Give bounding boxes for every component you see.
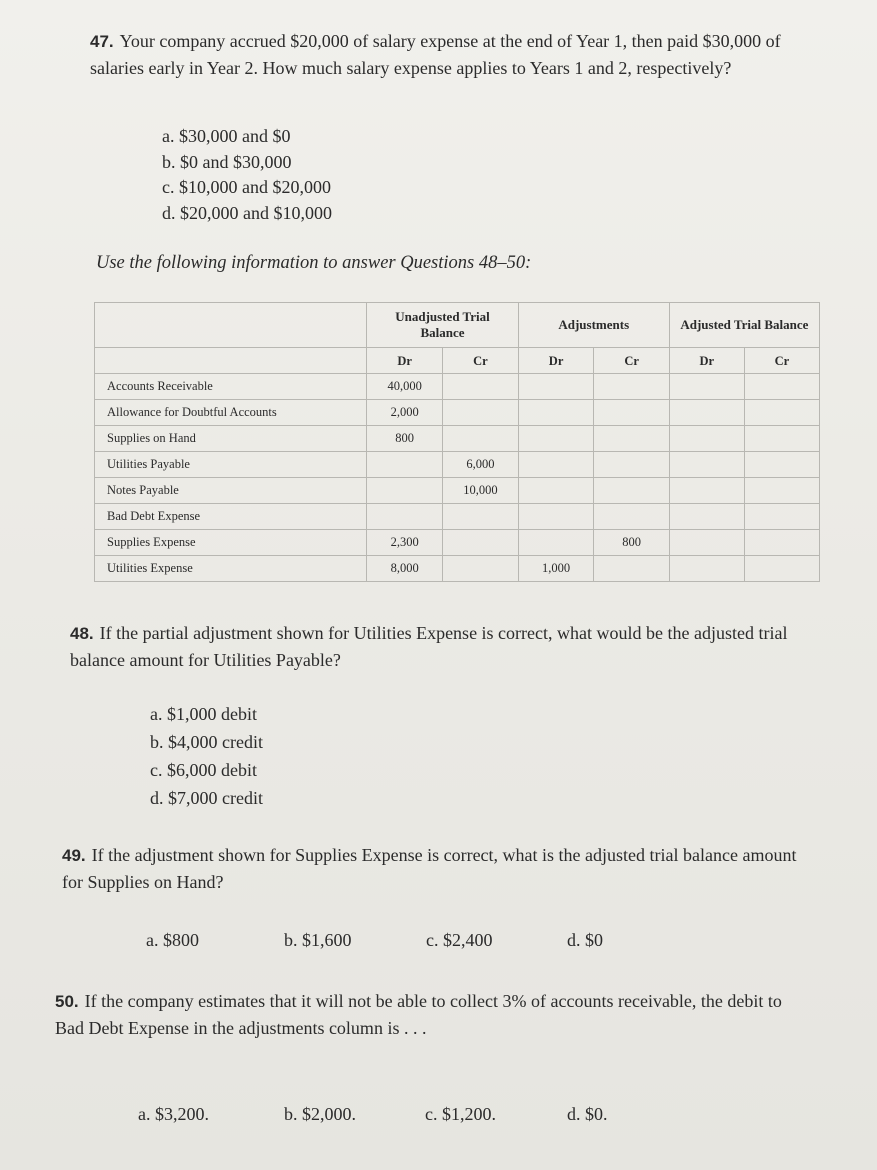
amount-cell	[443, 556, 519, 582]
table-row	[95, 530, 820, 556]
group-adjusted: Adjusted Trial Balance	[669, 303, 819, 348]
table-row	[95, 452, 820, 478]
option-d[interactable]: d. $20,000 and $10,000	[162, 202, 332, 223]
amount-cell	[744, 530, 819, 556]
question-stem: If the company estimates that it will not be able to collect 3% of accounts receivable, the debit to Bad Debt Expense in the adjustments column is . . .	[55, 991, 782, 1038]
amount-cell	[669, 374, 744, 400]
col-dr: Dr	[367, 348, 443, 374]
amount-cell: 800	[594, 530, 669, 556]
amount-cell	[594, 478, 669, 504]
table-row	[95, 478, 820, 504]
amount-cell	[367, 478, 443, 504]
option-a[interactable]: a. $800	[146, 930, 199, 950]
question-stem: If the partial adjustment shown for Utilities Expense is correct, what would be the adjusted trial balance amount for Utilities Payable?	[70, 623, 788, 670]
amount-cell	[669, 452, 744, 478]
amount-cell	[669, 504, 744, 530]
table-intro: Use the following information to answer Questions 48–50:	[96, 253, 532, 273]
trial-balance-table	[94, 302, 820, 582]
account-name: Supplies on Hand	[95, 426, 367, 452]
question-number: 50.	[55, 992, 79, 1011]
amount-cell	[518, 400, 594, 426]
amount-cell	[594, 504, 669, 530]
group-unadjusted: Unadjusted Trial Balance	[367, 303, 518, 348]
option-b[interactable]: b. $0 and $30,000	[162, 151, 292, 172]
option-b[interactable]: b. $2,000.	[284, 1104, 356, 1124]
amount-cell	[669, 478, 744, 504]
amount-cell	[744, 452, 819, 478]
option-d[interactable]: d. $7,000 credit	[150, 788, 263, 808]
amount-cell: 10,000	[443, 478, 519, 504]
amount-cell	[443, 530, 519, 556]
question-50-options	[0, 1104, 877, 1130]
amount-cell	[744, 374, 819, 400]
option-a[interactable]: a. $30,000 and $0	[162, 126, 291, 146]
amount-cell	[518, 452, 594, 478]
amount-cell	[518, 530, 594, 556]
amount-cell	[669, 530, 744, 556]
amount-cell	[443, 504, 519, 530]
table-row	[95, 400, 820, 426]
amount-cell: 2,300	[367, 530, 443, 556]
table-row	[95, 504, 820, 530]
table-row	[95, 374, 820, 400]
account-name: Allowance for Doubtful Accounts	[95, 400, 367, 426]
question-stem: Your company accrued $20,000 of salary expense at the end of Year 1, then paid $30,000 of salaries early in Year 2. How much salary expense applies to Years 1 and 2, respectively?	[90, 31, 781, 78]
header-blank	[95, 303, 367, 348]
amount-cell	[594, 374, 669, 400]
account-name: Utilities Payable	[95, 452, 367, 478]
header-blank	[95, 348, 367, 374]
option-b[interactable]: b. $4,000 credit	[150, 732, 263, 752]
option-d[interactable]: d. $0.	[567, 1104, 608, 1124]
option-c[interactable]: c. $6,000 debit	[150, 760, 257, 780]
amount-cell: 1,000	[518, 556, 594, 582]
amount-cell	[443, 426, 519, 452]
amount-cell	[669, 400, 744, 426]
amount-cell: 800	[367, 426, 443, 452]
amount-cell: 40,000	[367, 374, 443, 400]
amount-cell	[669, 426, 744, 452]
account-name: Supplies Expense	[95, 530, 367, 556]
account-name: Utilities Expense	[95, 556, 367, 582]
amount-cell	[594, 426, 669, 452]
option-a[interactable]: a. $3,200.	[138, 1104, 209, 1124]
option-c[interactable]: c. $1,200.	[425, 1104, 496, 1124]
amount-cell	[518, 504, 594, 530]
option-c[interactable]: c. $2,400	[426, 930, 493, 950]
question-stem: If the adjustment shown for Supplies Expense is correct, what is the adjusted trial balance amount for Supplies on Hand?	[62, 845, 797, 892]
amount-cell	[744, 556, 819, 582]
amount-cell	[518, 374, 594, 400]
group-adjustments: Adjustments	[518, 303, 669, 348]
option-c[interactable]: c. $10,000 and $20,000	[162, 177, 331, 197]
amount-cell: 2,000	[367, 400, 443, 426]
account-name: Bad Debt Expense	[95, 504, 367, 530]
col-dr: Dr	[518, 348, 594, 374]
question-49-options	[0, 930, 877, 956]
account-name: Notes Payable	[95, 478, 367, 504]
amount-cell: 6,000	[443, 452, 519, 478]
amount-cell	[518, 478, 594, 504]
amount-cell	[443, 374, 519, 400]
amount-cell	[443, 400, 519, 426]
amount-cell	[744, 504, 819, 530]
question-number: 47.	[90, 32, 114, 51]
col-dr: Dr	[669, 348, 744, 374]
amount-cell	[594, 556, 669, 582]
option-b[interactable]: b. $1,600	[284, 930, 352, 950]
amount-cell	[744, 426, 819, 452]
amount-cell	[669, 556, 744, 582]
question-47	[90, 28, 800, 82]
option-d[interactable]: d. $0	[567, 930, 603, 950]
question-49	[62, 842, 807, 896]
col-cr: Cr	[744, 348, 819, 374]
col-cr: Cr	[594, 348, 669, 374]
question-48-options	[150, 700, 263, 812]
option-a[interactable]: a. $1,000 debit	[150, 704, 257, 724]
amount-cell	[594, 452, 669, 478]
amount-cell	[594, 400, 669, 426]
amount-cell	[518, 426, 594, 452]
question-number: 49.	[62, 846, 86, 865]
amount-cell	[367, 504, 443, 530]
question-number: 48.	[70, 624, 94, 643]
question-47-options	[162, 124, 332, 226]
question-48	[70, 620, 800, 674]
amount-cell	[744, 400, 819, 426]
amount-cell	[367, 452, 443, 478]
col-cr: Cr	[443, 348, 519, 374]
account-name: Accounts Receivable	[95, 374, 367, 400]
amount-cell	[744, 478, 819, 504]
table-row	[95, 556, 820, 582]
table-row	[95, 426, 820, 452]
question-50	[55, 988, 805, 1042]
amount-cell: 8,000	[367, 556, 443, 582]
